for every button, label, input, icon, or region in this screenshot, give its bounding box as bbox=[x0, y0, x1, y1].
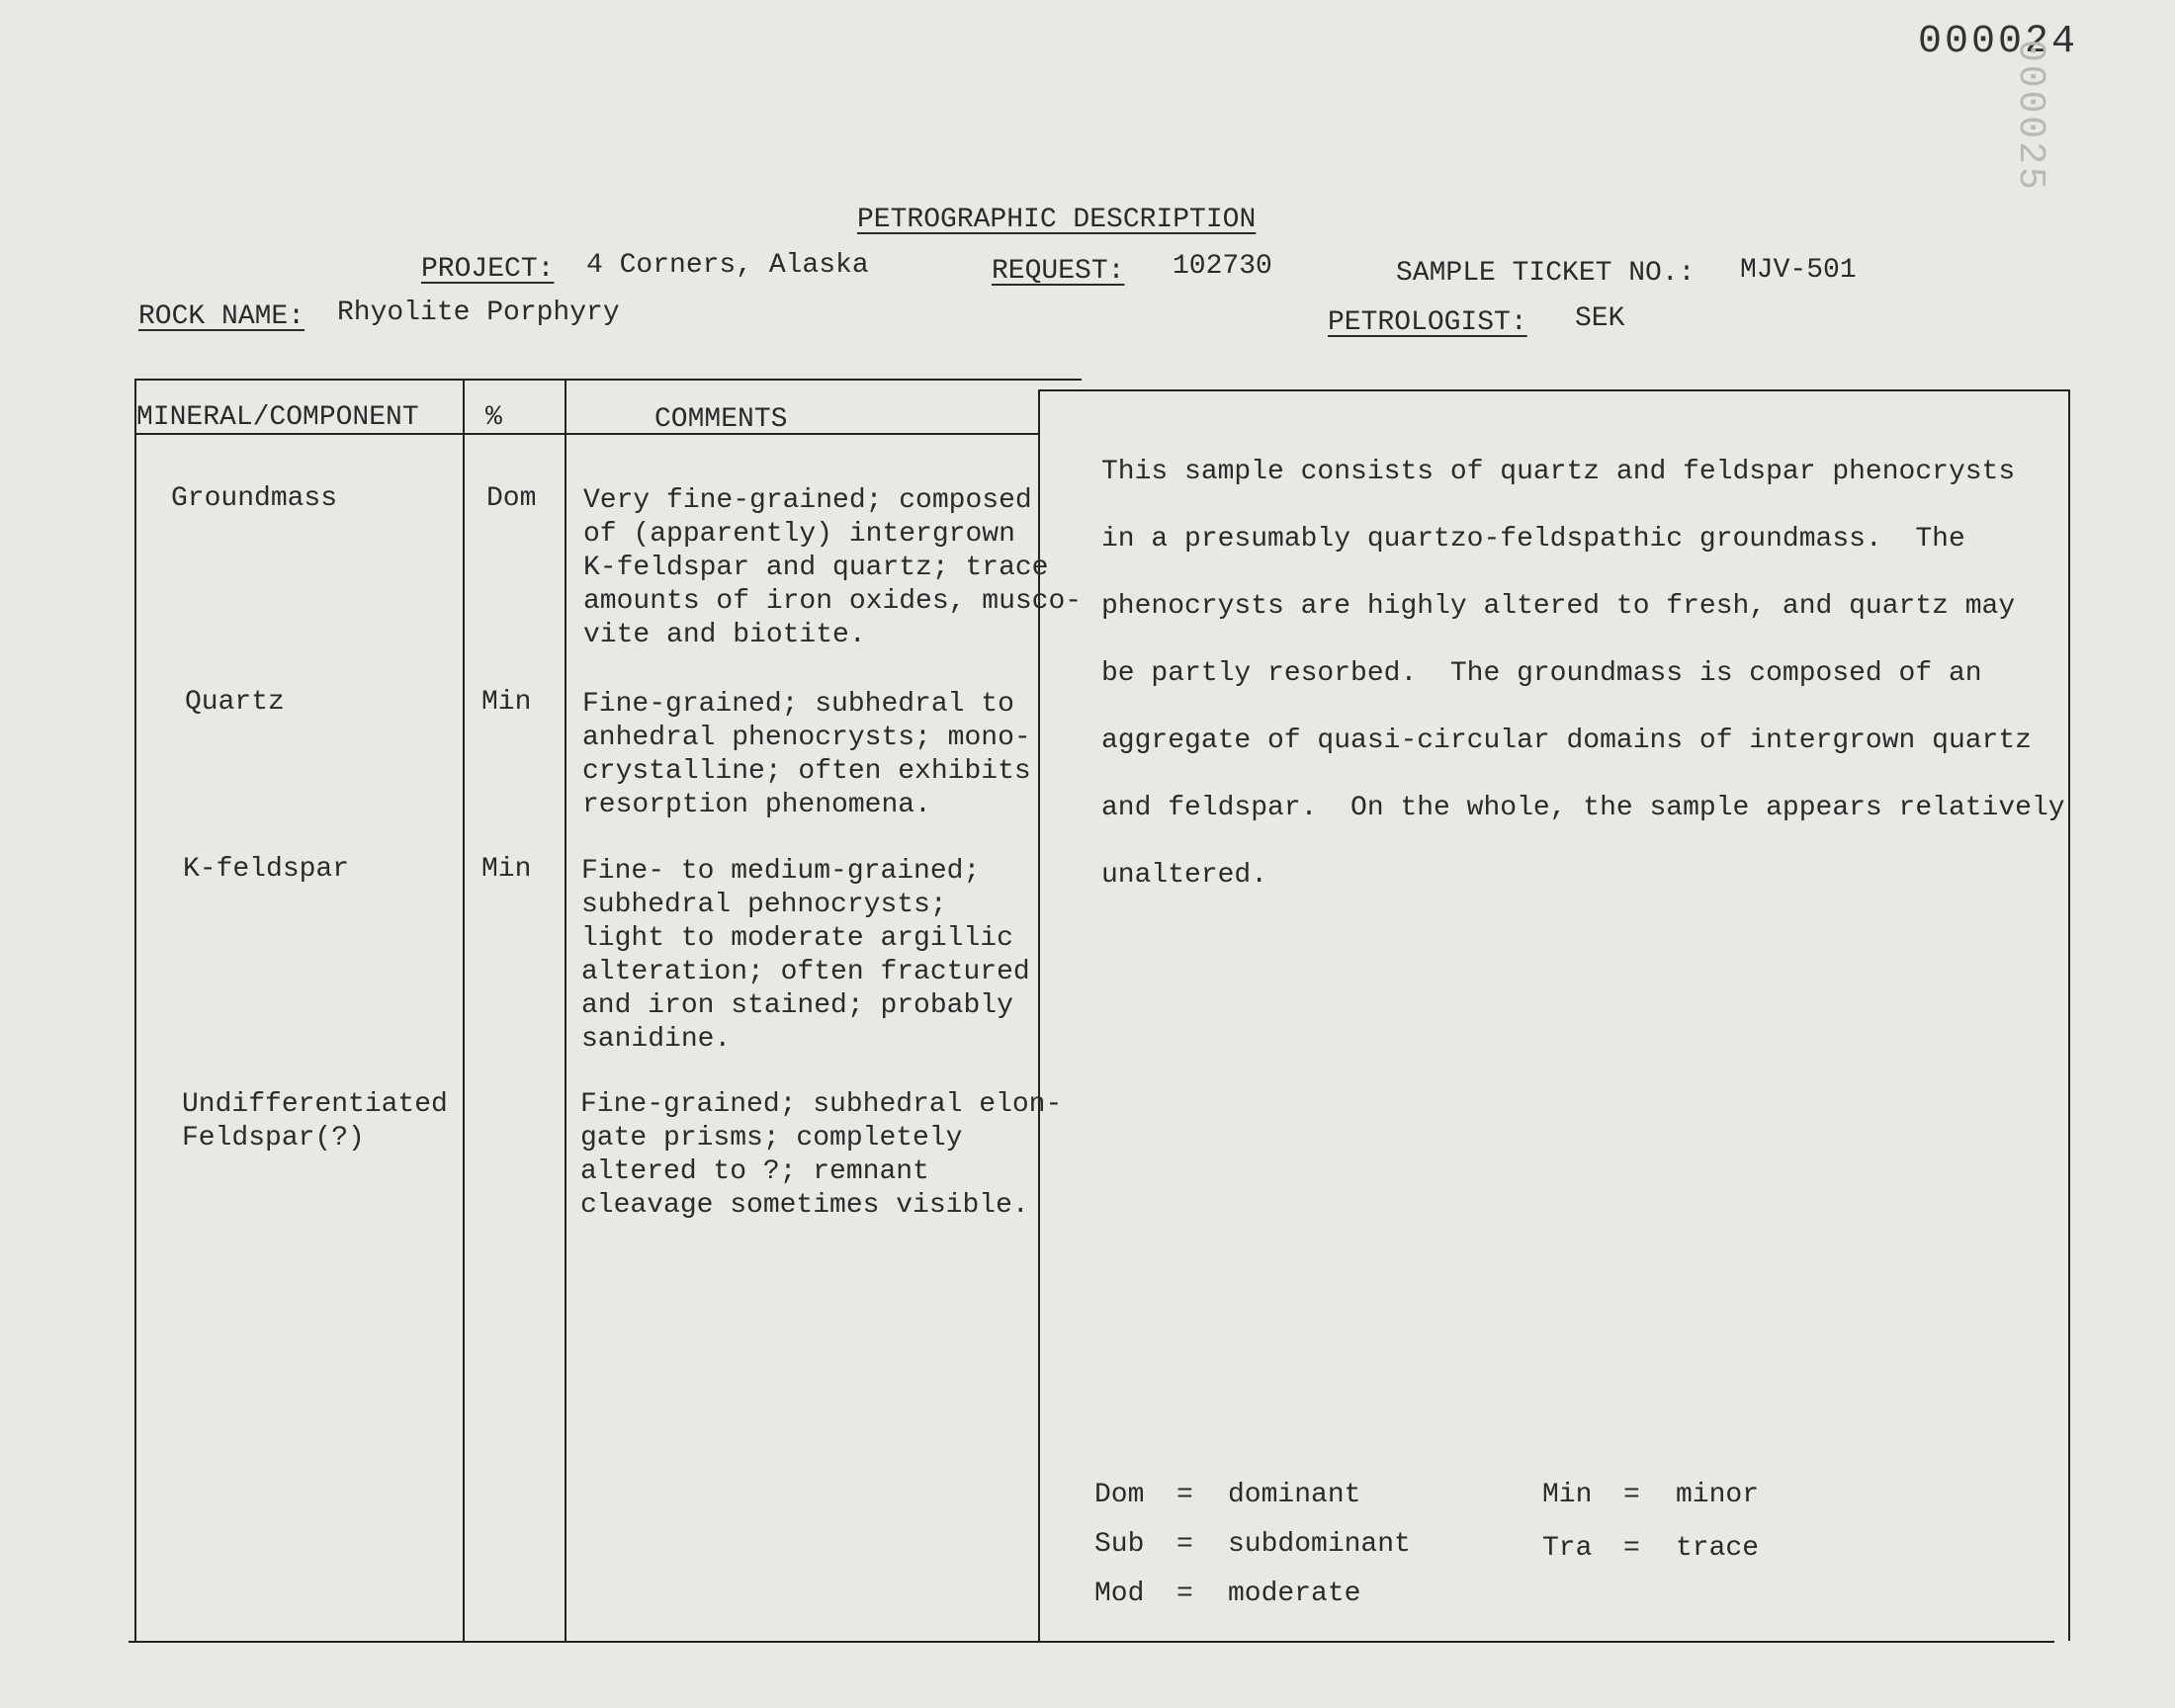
right-border bbox=[2068, 389, 2070, 1641]
legend-mod-abbr: Mod bbox=[1094, 1579, 1145, 1609]
legend-min-equals: = bbox=[1623, 1480, 1640, 1510]
legend-min-meaning: minor bbox=[1676, 1480, 1760, 1510]
rock-name-value: Rhyolite Porphyry bbox=[337, 298, 620, 328]
header-comments: COMMENTS bbox=[654, 404, 788, 435]
legend-sub-abbr: Sub bbox=[1094, 1529, 1145, 1560]
request-value: 102730 bbox=[1173, 251, 1272, 282]
document-title: PETROGRAPHIC DESCRIPTION bbox=[857, 205, 1257, 235]
row-groundmass-percent: Dom bbox=[486, 483, 537, 514]
page-number-stamp: 000024 bbox=[1918, 20, 2079, 64]
table-top-border bbox=[134, 379, 1082, 381]
header-mineral-component: MINERAL/COMPONENT bbox=[136, 402, 419, 433]
narrative-description: This sample consists of quartz and feldspar phenocrysts in a presumably quartzo-feldspathic groundmass. The phenocrysts are highly altered to fresh, and quartz may be partly resorbed. The groundmass is composed of an aggregate of quasi-circular domains of intergrown quartz and feldspar. On the whole, the sample appears relatively unaltered. bbox=[1101, 457, 2065, 891]
legend-tra-equals: = bbox=[1623, 1533, 1640, 1564]
legend-dom-meaning: dominant bbox=[1228, 1480, 1361, 1510]
row-quartz-percent: Min bbox=[481, 687, 532, 718]
row-kfeldspar-percent: Min bbox=[481, 854, 532, 885]
header-percent: % bbox=[485, 402, 502, 433]
legend-tra-abbr: Tra bbox=[1542, 1533, 1593, 1564]
legend-min-abbr: Min bbox=[1542, 1480, 1593, 1510]
faint-page-number-stamp: 000025 bbox=[2009, 40, 2051, 193]
mineral-column-divider bbox=[463, 379, 465, 1641]
project-value: 4 Corners, Alaska bbox=[586, 250, 869, 281]
rock-name-label: ROCK NAME: bbox=[138, 301, 305, 332]
legend-tra-meaning: trace bbox=[1676, 1533, 1760, 1564]
row-kfeldspar-mineral: K-feldspar bbox=[183, 854, 350, 885]
row-kfeldspar-comment: Fine- to medium-grained; subhedral pehnocrysts; light to moderate argillic alteration; often fractured and iron stained; probably sanidine. bbox=[581, 856, 1030, 1055]
legend-mod-meaning: moderate bbox=[1228, 1579, 1361, 1609]
narrative-top-border bbox=[1040, 389, 2070, 391]
request-label: REQUEST: bbox=[992, 256, 1125, 287]
row-groundmass-mineral: Groundmass bbox=[171, 483, 338, 514]
petrologist-label: PETROLOGIST: bbox=[1328, 307, 1527, 338]
left-border bbox=[134, 379, 136, 1641]
percent-column-divider bbox=[565, 379, 566, 1641]
row-quartz-comment: Fine-grained; subhedral to anhedral phenocrysts; mono- crystalline; often exhibits resorption phenomena. bbox=[582, 689, 1031, 820]
row-quartz-mineral: Quartz bbox=[185, 687, 285, 718]
legend-dom-abbr: Dom bbox=[1094, 1480, 1145, 1510]
row-undifferentiated-feldspar-comment: Fine-grained; subhedral elon- gate prisms; completely altered to ?; remnant cleavage sometimes visible. bbox=[580, 1089, 1063, 1221]
legend-mod-equals: = bbox=[1176, 1579, 1193, 1609]
sample-ticket-value: MJV-501 bbox=[1740, 255, 1857, 286]
legend-sub-meaning: subdominant bbox=[1228, 1529, 1411, 1560]
legend-sub-equals: = bbox=[1176, 1529, 1193, 1560]
row-undifferentiated-feldspar-mineral: Undifferentiated Feldspar(?) bbox=[182, 1089, 448, 1153]
project-label: PROJECT: bbox=[421, 254, 555, 285]
row-groundmass-comment: Very fine-grained; composed of (apparently) intergrown K-feldspar and quartz; trace amounts of iron oxides, musco- vite and biotite. bbox=[583, 485, 1083, 650]
table-bottom-border bbox=[129, 1641, 2054, 1643]
legend-dom-equals: = bbox=[1176, 1480, 1193, 1510]
petrologist-value: SEK bbox=[1575, 303, 1625, 334]
sample-ticket-label: SAMPLE TICKET NO.: bbox=[1396, 258, 1696, 289]
